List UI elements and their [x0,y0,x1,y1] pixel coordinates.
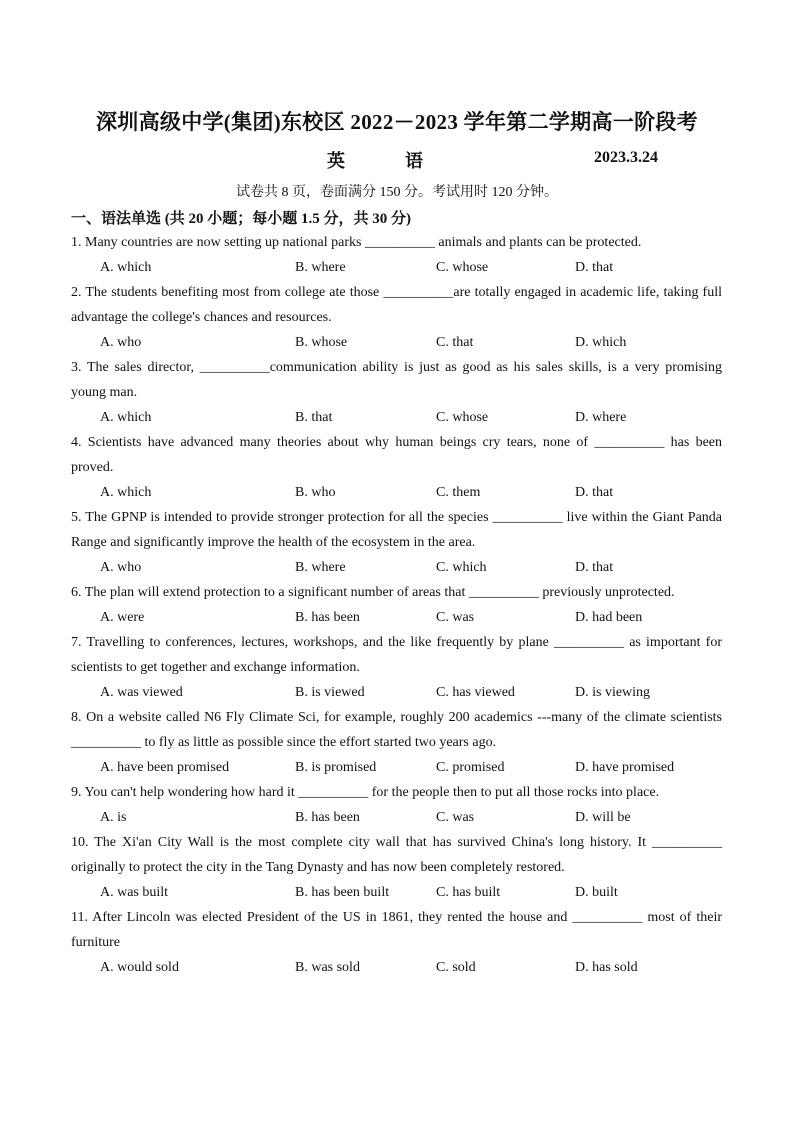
option-d: D. that [575,560,614,575]
question-item [71,580,722,630]
question-text: 4. Scientists have advanced many theories about why human beings cry tears, none of __________ has been proved. [71,435,722,475]
option-c: C. has built [436,885,501,900]
question-item [71,230,722,280]
question-item [71,505,722,580]
option-b: B. that [295,410,333,425]
option-c: C. them [436,485,481,500]
question-text: 5. The GPNP is intended to provide stronger protection for all the species __________ live within the Giant Panda Range and significantly improve the health of the ecosystem in the area. [71,510,722,550]
question-text: 3. The sales director, __________communication ability is just as good as his sales skills, is a very promising young man. [71,360,722,400]
option-row [71,955,722,980]
option-d: D. is viewing [575,685,651,700]
question-item [71,905,722,980]
option-b: B. was sold [295,960,360,975]
option-b: B. has been [295,810,360,825]
question-item [71,355,722,430]
option-d: D. built [575,885,618,900]
option-a: A. was viewed [100,685,183,700]
option-a: A. have been promised [100,760,230,775]
question-item [71,705,722,780]
option-a: A. who [100,335,142,350]
question-list [71,230,722,980]
option-c: C. was [436,610,475,625]
question-text: 7. Travelling to conferences, lectures, workshops, and the like frequently by plane __________ as important for scientists to get together and exchange information. [71,635,722,675]
option-b: B. is viewed [295,685,365,700]
question-text: 2. The students benefiting most from college ate those __________are totally engaged in academic life, taking full advantage the college's chances and resources. [71,285,722,325]
option-a: A. which [100,485,152,500]
option-b: B. is promised [295,760,377,775]
option-d: D. has sold [575,960,638,975]
option-c: C. sold [436,960,476,975]
subject-heading [327,147,423,173]
option-b: B. whose [295,335,348,350]
option-row [71,680,722,705]
option-b: B. has been [295,610,360,625]
option-c: C. promised [436,760,505,775]
question-text: 1. Many countries are now setting up national parks __________ animals and plants can be protected. [71,235,642,250]
option-a: A. was built [100,885,169,900]
option-a: A. which [100,260,152,275]
question-text: 9. You can't help wondering how hard it __________ for the people then to put all those rocks into place. [71,785,660,800]
subject-char-1: 英 [327,151,345,171]
question-text: 8. On a website called N6 Fly Climate Sci, for example, roughly 200 academics ---many of the climate scientists __________ to fly as little as possible since the effort started two years ago. [71,710,722,750]
question-item [71,780,722,830]
option-row [71,480,722,505]
subject-char-2: 语 [405,151,423,171]
option-row [71,555,722,580]
option-row [71,755,722,780]
option-d: D. that [575,260,614,275]
option-a: A. who [100,560,142,575]
option-row [71,805,722,830]
question-text: 11. After Lincoln was elected President of the US in 1861, they rented the house and __________ most of their furniture [71,910,722,950]
option-b: B. who [295,485,336,500]
option-d: D. will be [575,810,631,825]
option-b: B. where [295,260,346,275]
option-d: D. which [575,335,627,350]
option-b: B. where [295,560,346,575]
option-a: A. were [100,610,145,625]
section-title: 一、语法单选 (共 20 小题；每小题 1.5 分，共 30 分) [71,211,411,227]
question-item [71,630,722,705]
option-row [71,330,722,355]
option-row [71,255,722,280]
question-text: 6. The plan will extend protection to a significant number of areas that __________ previously unprotected. [71,585,675,600]
option-c: C. whose [436,260,489,275]
option-d: D. where [575,410,627,425]
question-text: 10. The Xi'an City Wall is the most complete city wall that has survived China's long history. It __________ originally to protect the city in the Tang Dynasty and has now been completely restored. [71,835,722,875]
option-row [71,880,722,905]
option-d: D. that [575,485,614,500]
page-title: 深圳高级中学(集团)东校区 2022－2023 学年第二学期高一阶段考 [96,110,698,134]
option-a: A. is [100,810,127,825]
option-d: D. had been [575,610,643,625]
option-a: A. would sold [100,960,179,975]
exam-note: 试卷共 8 页，卷面满分 150 分。考试用时 120 分钟。 [236,185,558,200]
option-row [71,405,722,430]
exam-date: 2023.3.24 [594,149,658,166]
option-c: C. was [436,810,475,825]
option-b: B. has been built [295,885,390,900]
question-item [71,280,722,355]
option-c: C. whose [436,410,489,425]
option-c: C. has viewed [436,685,515,700]
option-row [71,605,722,630]
option-d: D. have promised [575,760,675,775]
option-c: C. that [436,335,474,350]
option-a: A. which [100,410,152,425]
question-item [71,830,722,905]
question-item [71,430,722,505]
option-c: C. which [436,560,487,575]
